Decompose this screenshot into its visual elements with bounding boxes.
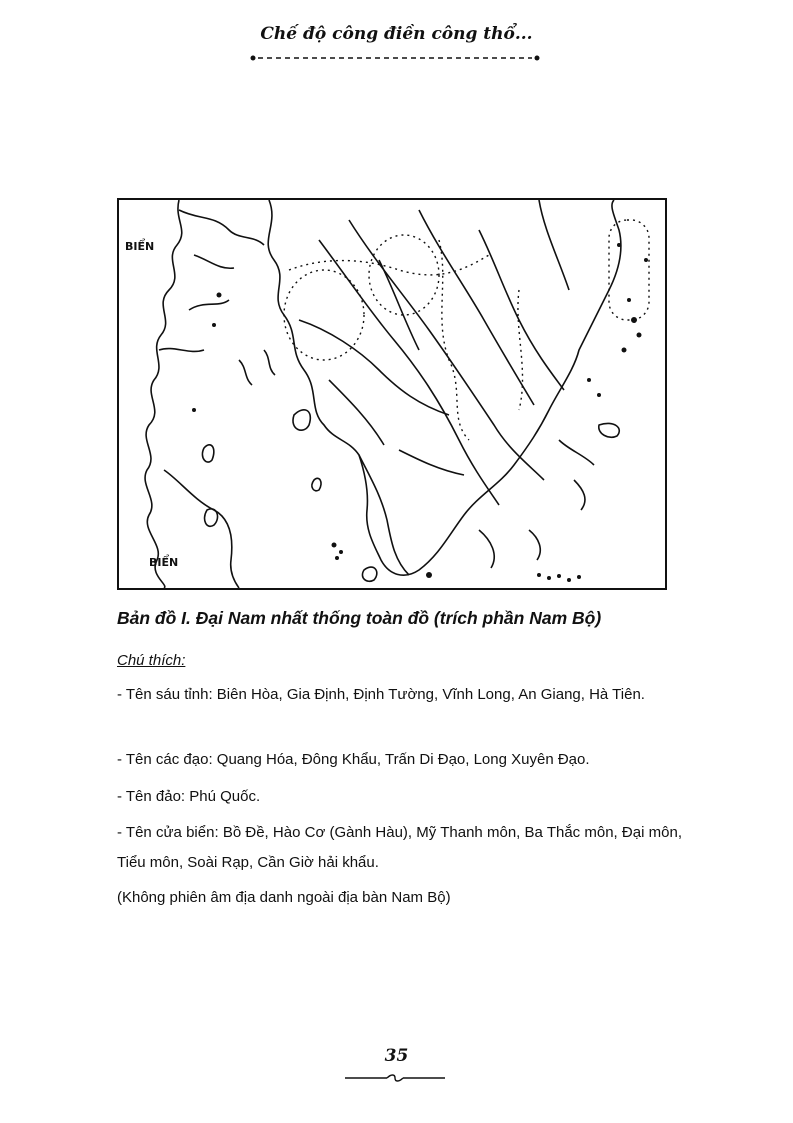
note-provinces: - Tên sáu tỉnh: Biên Hòa, Gia Định, Định Tường, Vĩnh Long, An Giang, Hà Tiên. [117, 686, 645, 703]
notes-heading: Chú thích: [117, 652, 186, 669]
note-island: - Tên đảo: Phú Quốc. [117, 788, 261, 805]
note-transliteration: (Không phiên âm địa danh ngoài địa bàn Nam Bộ) [117, 889, 451, 906]
footer-ornament [345, 1073, 445, 1083]
running-header: Chế độ công điền công thổ... [260, 24, 533, 44]
map-figure [117, 198, 667, 590]
map-label-sea-north: BIỂN [125, 240, 155, 253]
map-illustration [119, 200, 665, 588]
page-number: 35 [384, 1046, 409, 1066]
map-caption: Bản đồ I. Đại Nam nhất thống toàn đồ (trích phần Nam Bộ) [117, 608, 602, 628]
header-dotted-rule [250, 54, 540, 62]
note-circuits: - Tên các đạo: Quang Hóa, Đông Khẩu, Trấn Di Đạo, Long Xuyên Đạo. [117, 751, 590, 768]
note-estuaries: - Tên cửa biển: Bồ Đề, Hào Cơ (Gành Hàu), Mỹ Thanh môn, Ba Thắc môn, Đại môn, Tiểu môn, Soài Rạp, Cần Giờ hải khẩu. [117, 824, 682, 871]
map-label-sea-south: BIỂN [149, 556, 179, 569]
